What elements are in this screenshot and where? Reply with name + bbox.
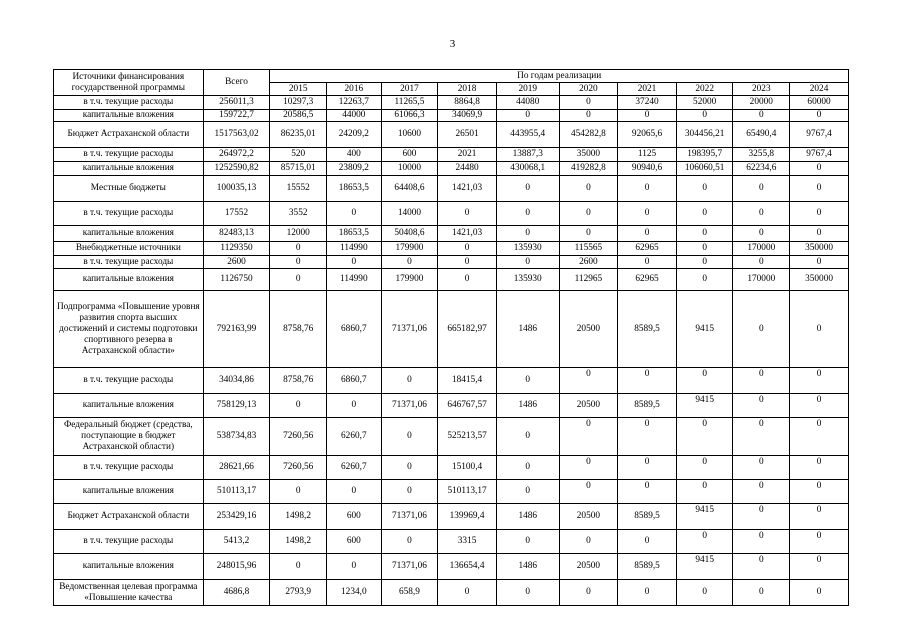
row-year-value: 8589,5 [618, 394, 677, 418]
row-year-value: 15552 [270, 176, 327, 202]
header-total: Всего [203, 70, 270, 96]
row-source-label: Ведомственная целевая программа «Повышение качества [54, 580, 204, 606]
row-year-value: 71371,06 [381, 291, 438, 368]
row-source-label: в т.ч. текущие расходы [54, 256, 204, 269]
row-year-value: 62234,6 [733, 162, 790, 176]
row-year-value: 0 [381, 256, 438, 269]
header-year: 2022 [676, 83, 733, 96]
row-year-value: 61066,3 [381, 110, 438, 122]
row-year-value: 350000 [790, 269, 849, 291]
row-year-value: 15100,4 [438, 456, 497, 480]
row-year-value: 106060,51 [676, 162, 733, 176]
row-year-value: 600 [327, 530, 382, 554]
header-year: 2017 [381, 83, 438, 96]
row-year-value: 52000 [676, 96, 733, 110]
row-year-value: 8589,5 [618, 554, 677, 580]
row-total: 792163,99 [203, 291, 270, 368]
row-year-value: 1486 [496, 504, 559, 530]
row-year-value: 20500 [559, 554, 618, 580]
row-source-label: Местные бюджеты [54, 176, 204, 202]
row-year-value: 179900 [381, 242, 438, 256]
row-year-value: 0 [790, 162, 849, 176]
row-year-value: 0 [733, 176, 790, 202]
row-year-value: 0 [676, 368, 733, 394]
row-year-value: 0 [438, 269, 497, 291]
row-year-value: 0 [733, 394, 790, 418]
row-year-value: 0 [559, 202, 618, 226]
header-years-group: По годам реализации [270, 70, 849, 83]
row-year-value: 1498,2 [270, 504, 327, 530]
row-year-value: 0 [496, 456, 559, 480]
row-year-value: 0 [733, 580, 790, 606]
row-year-value: 0 [733, 256, 790, 269]
table-row [54, 580, 849, 606]
row-year-value: 0 [790, 480, 849, 504]
table-row [54, 480, 849, 504]
table-row [54, 418, 849, 456]
row-year-value: 0 [559, 580, 618, 606]
row-year-value: 8589,5 [618, 504, 677, 530]
table-row [54, 256, 849, 269]
row-total: 253429,16 [203, 504, 270, 530]
row-year-value: 0 [381, 418, 438, 456]
row-year-value: 112965 [559, 269, 618, 291]
row-year-value: 454282,8 [559, 122, 618, 148]
row-year-value: 9767,4 [790, 122, 849, 148]
header-year: 2023 [733, 83, 790, 96]
row-total: 248015,96 [203, 554, 270, 580]
row-year-value: 2793,9 [270, 580, 327, 606]
row-year-value: 1498,2 [270, 530, 327, 554]
table-row [54, 202, 849, 226]
row-year-value: 13887,3 [496, 148, 559, 162]
row-total: 159722,7 [203, 110, 270, 122]
row-year-value: 0 [790, 256, 849, 269]
row-year-value: 71371,06 [381, 554, 438, 580]
row-year-value: 0 [733, 368, 790, 394]
row-year-value: 304456,21 [676, 122, 733, 148]
row-year-value: 0 [496, 176, 559, 202]
row-year-value: 0 [559, 530, 618, 554]
row-year-value: 510113,17 [438, 480, 497, 504]
row-year-value: 0 [790, 456, 849, 480]
row-year-value: 35000 [559, 148, 618, 162]
row-year-value: 443955,4 [496, 122, 559, 148]
row-year-value: 9415 [676, 504, 733, 530]
row-year-value: 400 [327, 148, 382, 162]
row-year-value: 0 [327, 202, 382, 226]
row-year-value: 0 [733, 291, 790, 368]
row-year-value: 0 [790, 202, 849, 226]
row-year-value: 0 [559, 226, 618, 242]
row-year-value: 3255,8 [733, 148, 790, 162]
row-year-value: 3552 [270, 202, 327, 226]
row-year-value: 0 [438, 256, 497, 269]
row-year-value: 665182,97 [438, 291, 497, 368]
row-year-value: 90940,6 [618, 162, 677, 176]
row-year-value: 0 [327, 554, 382, 580]
row-year-value: 10297,3 [270, 96, 327, 110]
row-year-value: 0 [618, 256, 677, 269]
table-row [54, 226, 849, 242]
row-year-value: 170000 [733, 269, 790, 291]
row-total: 758129,13 [203, 394, 270, 418]
row-year-value: 136654,4 [438, 554, 497, 580]
row-year-value: 1125 [618, 148, 677, 162]
table-row [54, 162, 849, 176]
row-year-value: 20500 [559, 394, 618, 418]
row-year-value: 0 [381, 368, 438, 394]
header-year: 2020 [559, 83, 618, 96]
row-total: 256011,3 [203, 96, 270, 110]
row-year-value: 0 [790, 530, 849, 554]
row-source-label: Подпрограмма «Повышение уровня развития спорта высших достижений и системы подготовки спортивного резерва в Астраханской области» [54, 291, 204, 368]
row-source-label: капитальные вложения [54, 162, 204, 176]
row-year-value: 71371,06 [381, 394, 438, 418]
row-year-value: 0 [790, 580, 849, 606]
row-year-value: 20500 [559, 291, 618, 368]
row-year-value: 6260,7 [327, 456, 382, 480]
row-year-value: 10600 [381, 122, 438, 148]
row-year-value: 7260,56 [270, 418, 327, 456]
row-year-value: 0 [676, 256, 733, 269]
row-year-value: 1421,03 [438, 226, 497, 242]
table-row [54, 456, 849, 480]
row-year-value: 44000 [327, 110, 382, 122]
row-source-label: капитальные вложения [54, 269, 204, 291]
header-year: 2024 [790, 83, 849, 96]
row-year-value: 0 [676, 226, 733, 242]
table-row [54, 269, 849, 291]
row-year-value: 115565 [559, 242, 618, 256]
row-year-value: 23809,2 [327, 162, 382, 176]
row-year-value: 1486 [496, 554, 559, 580]
row-year-value: 0 [790, 176, 849, 202]
table-row [54, 122, 849, 148]
row-year-value: 85715,01 [270, 162, 327, 176]
row-year-value: 37240 [618, 96, 677, 110]
row-year-value: 0 [733, 480, 790, 504]
row-year-value: 2021 [438, 148, 497, 162]
table-row [54, 148, 849, 162]
row-year-value: 26501 [438, 122, 497, 148]
row-source-label: Бюджет Астраханской области [54, 122, 204, 148]
row-year-value: 0 [496, 418, 559, 456]
row-year-value: 646767,57 [438, 394, 497, 418]
row-year-value: 18653,5 [327, 226, 382, 242]
header-year: 2019 [496, 83, 559, 96]
row-year-value: 658,9 [381, 580, 438, 606]
table-row [54, 394, 849, 418]
row-year-value: 9767,4 [790, 148, 849, 162]
row-year-value: 0 [676, 418, 733, 456]
row-year-value: 0 [733, 456, 790, 480]
row-total: 2600 [203, 256, 270, 269]
row-total: 28621,66 [203, 456, 270, 480]
row-year-value: 18653,5 [327, 176, 382, 202]
row-year-value: 71371,06 [381, 504, 438, 530]
header-year: 2015 [270, 83, 327, 96]
row-year-value: 0 [381, 530, 438, 554]
row-year-value: 1486 [496, 291, 559, 368]
row-year-value: 0 [559, 368, 618, 394]
row-year-value: 0 [676, 480, 733, 504]
row-year-value: 0 [559, 480, 618, 504]
row-year-value: 14000 [381, 202, 438, 226]
row-year-value: 0 [676, 242, 733, 256]
row-year-value: 12000 [270, 226, 327, 242]
row-year-value: 0 [496, 368, 559, 394]
row-year-value: 0 [270, 269, 327, 291]
row-year-value: 0 [618, 202, 677, 226]
row-year-value: 0 [676, 110, 733, 122]
row-total: 538734,83 [203, 418, 270, 456]
row-source-label: в т.ч. текущие расходы [54, 202, 204, 226]
row-source-label: капитальные вложения [54, 110, 204, 122]
row-year-value: 0 [618, 456, 677, 480]
row-year-value: 0 [438, 580, 497, 606]
row-year-value: 0 [790, 226, 849, 242]
row-year-value: 1234,0 [327, 580, 382, 606]
row-source-label: капитальные вложения [54, 554, 204, 580]
table-row [54, 368, 849, 394]
row-year-value: 1486 [496, 394, 559, 418]
row-year-value: 0 [496, 580, 559, 606]
row-year-value: 0 [496, 480, 559, 504]
row-year-value: 64408,6 [381, 176, 438, 202]
row-total: 1517563,02 [203, 122, 270, 148]
row-year-value: 0 [676, 202, 733, 226]
financing-table [53, 69, 849, 606]
row-year-value: 0 [618, 418, 677, 456]
row-year-value: 8589,5 [618, 291, 677, 368]
row-year-value: 0 [496, 256, 559, 269]
row-year-value: 419282,8 [559, 162, 618, 176]
row-year-value: 62965 [618, 242, 677, 256]
row-year-value: 20500 [559, 504, 618, 530]
row-year-value: 0 [438, 242, 497, 256]
row-year-value: 20586,5 [270, 110, 327, 122]
row-year-value: 0 [496, 110, 559, 122]
header-year: 2018 [438, 83, 497, 96]
row-year-value: 0 [438, 202, 497, 226]
row-year-value: 6860,7 [327, 368, 382, 394]
row-year-value: 0 [733, 530, 790, 554]
row-year-value: 114990 [327, 242, 382, 256]
row-total: 4686,8 [203, 580, 270, 606]
row-year-value: 1421,03 [438, 176, 497, 202]
table-row [54, 242, 849, 256]
row-year-value: 0 [676, 580, 733, 606]
row-source-label: Федеральный бюджет (средства, поступающие в бюджет Астраханской области) [54, 418, 204, 456]
row-year-value: 600 [327, 504, 382, 530]
row-year-value: 0 [618, 530, 677, 554]
row-year-value: 0 [676, 176, 733, 202]
row-year-value: 0 [790, 110, 849, 122]
row-year-value: 0 [270, 480, 327, 504]
row-source-label: Внебюджетные источники [54, 242, 204, 256]
row-year-value: 0 [618, 580, 677, 606]
row-year-value: 20000 [733, 96, 790, 110]
row-year-value: 0 [733, 504, 790, 530]
row-total: 82483,13 [203, 226, 270, 242]
row-source-label: Бюджет Астраханской области [54, 504, 204, 530]
table-row [54, 554, 849, 580]
row-year-value: 350000 [790, 242, 849, 256]
row-year-value: 2600 [559, 256, 618, 269]
row-year-value: 0 [618, 368, 677, 394]
row-year-value: 179900 [381, 269, 438, 291]
row-source-label: капитальные вложения [54, 480, 204, 504]
row-year-value: 12263,7 [327, 96, 382, 110]
row-year-value: 0 [618, 110, 677, 122]
row-year-value: 3315 [438, 530, 497, 554]
row-year-value: 0 [327, 394, 382, 418]
row-year-value: 24480 [438, 162, 497, 176]
table-body [54, 96, 849, 606]
row-year-value: 9415 [676, 554, 733, 580]
row-source-label: капитальные вложения [54, 394, 204, 418]
row-year-value: 0 [790, 554, 849, 580]
row-year-value: 6260,7 [327, 418, 382, 456]
row-year-value: 0 [676, 456, 733, 480]
row-year-value: 139969,4 [438, 504, 497, 530]
row-total: 17552 [203, 202, 270, 226]
row-year-value: 0 [559, 110, 618, 122]
row-total: 1126750 [203, 269, 270, 291]
row-year-value: 0 [559, 176, 618, 202]
row-year-value: 525213,57 [438, 418, 497, 456]
row-year-value: 86235,01 [270, 122, 327, 148]
row-source-label: в т.ч. текущие расходы [54, 148, 204, 162]
row-year-value: 0 [733, 418, 790, 456]
row-year-value: 60000 [790, 96, 849, 110]
row-year-value: 8864,8 [438, 96, 497, 110]
row-year-value: 0 [676, 269, 733, 291]
row-total: 510113,17 [203, 480, 270, 504]
row-year-value: 10000 [381, 162, 438, 176]
row-year-value: 0 [559, 96, 618, 110]
row-year-value: 0 [270, 256, 327, 269]
row-year-value: 520 [270, 148, 327, 162]
row-year-value: 0 [676, 530, 733, 554]
row-year-value: 0 [618, 226, 677, 242]
row-year-value: 0 [733, 110, 790, 122]
row-year-value: 9415 [676, 394, 733, 418]
row-year-value: 8758,76 [270, 291, 327, 368]
row-year-value: 0 [790, 394, 849, 418]
row-year-value: 92065,6 [618, 122, 677, 148]
table-row [54, 504, 849, 530]
row-source-label: в т.ч. текущие расходы [54, 456, 204, 480]
row-year-value: 0 [270, 242, 327, 256]
row-year-value: 600 [381, 148, 438, 162]
row-year-value: 0 [381, 456, 438, 480]
table-row [54, 176, 849, 202]
row-total: 5413,2 [203, 530, 270, 554]
row-year-value: 44080 [496, 96, 559, 110]
row-source-label: в т.ч. текущие расходы [54, 530, 204, 554]
row-year-value: 0 [559, 456, 618, 480]
header-year: 2016 [327, 83, 382, 96]
row-year-value: 65490,4 [733, 122, 790, 148]
row-year-value: 9415 [676, 291, 733, 368]
row-year-value: 170000 [733, 242, 790, 256]
row-source-label: в т.ч. текущие расходы [54, 368, 204, 394]
row-year-value: 198395,7 [676, 148, 733, 162]
row-year-value: 0 [496, 530, 559, 554]
row-year-value: 62965 [618, 269, 677, 291]
row-year-value: 135930 [496, 242, 559, 256]
table-row [54, 530, 849, 554]
table-row [54, 96, 849, 110]
row-total: 1129350 [203, 242, 270, 256]
row-year-value: 0 [327, 256, 382, 269]
row-year-value: 34069,9 [438, 110, 497, 122]
row-year-value: 0 [618, 176, 677, 202]
row-year-value: 135930 [496, 269, 559, 291]
row-year-value: 0 [270, 554, 327, 580]
row-year-value: 0 [790, 504, 849, 530]
row-year-value: 6860,7 [327, 291, 382, 368]
row-year-value: 18415,4 [438, 368, 497, 394]
row-year-value: 0 [733, 226, 790, 242]
row-year-value: 7260,56 [270, 456, 327, 480]
row-year-value: 0 [559, 418, 618, 456]
header-year: 2021 [618, 83, 677, 96]
row-total: 1252590,82 [203, 162, 270, 176]
row-year-value: 50408,6 [381, 226, 438, 242]
row-source-label: капитальные вложения [54, 226, 204, 242]
row-year-value: 24209,2 [327, 122, 382, 148]
row-total: 34034,86 [203, 368, 270, 394]
row-year-value: 0 [496, 226, 559, 242]
row-year-value: 11265,5 [381, 96, 438, 110]
row-total: 264972,2 [203, 148, 270, 162]
page-number: 3 [449, 38, 456, 50]
row-year-value: 0 [496, 202, 559, 226]
row-year-value: 0 [733, 554, 790, 580]
row-year-value: 0 [618, 480, 677, 504]
table-row [54, 110, 849, 122]
table-row [54, 291, 849, 368]
row-source-label: в т.ч. текущие расходы [54, 96, 204, 110]
row-year-value: 0 [790, 291, 849, 368]
header-source: Источники финансирования государственной программы [54, 70, 204, 96]
row-year-value: 8758,76 [270, 368, 327, 394]
row-total: 100035,13 [203, 176, 270, 202]
row-year-value: 114990 [327, 269, 382, 291]
row-year-value: 0 [733, 202, 790, 226]
row-year-value: 0 [327, 480, 382, 504]
row-year-value: 0 [270, 394, 327, 418]
row-year-value: 0 [381, 480, 438, 504]
row-year-value: 430068,1 [496, 162, 559, 176]
row-year-value: 0 [790, 368, 849, 394]
row-year-value: 0 [790, 418, 849, 456]
